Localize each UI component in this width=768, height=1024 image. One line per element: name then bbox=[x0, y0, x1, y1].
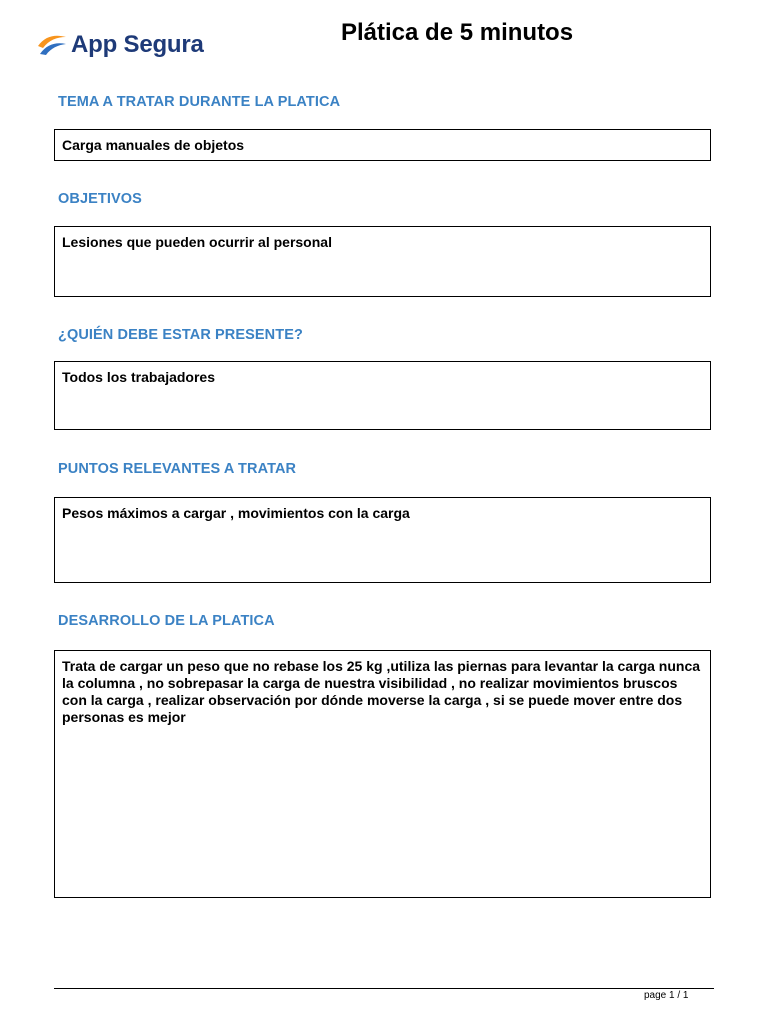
brand-name: App Segura bbox=[71, 31, 204, 58]
field-objetivos: Lesiones que pueden ocurrir al personal bbox=[54, 226, 711, 297]
section-heading-tema: TEMA A TRATAR DURANTE LA PLATICA bbox=[58, 94, 341, 110]
field-puntos: Pesos máximos a cargar , movimientos con la carga bbox=[54, 497, 711, 583]
swoosh-logo-icon bbox=[37, 34, 67, 56]
section-heading-desarrollo: DESARROLLO DE LA PLATICA bbox=[58, 613, 275, 629]
page-number: page 1 / 1 bbox=[644, 990, 689, 1001]
section-heading-puntos: PUNTOS RELEVANTES A TRATAR bbox=[58, 461, 297, 477]
field-desarrollo: Trata de cargar un peso que no rebase los 25 kg ,utiliza las piernas para levantar la carga nunca la columna , no sobrepasar la carga de nuestra visibilidad , no realizar movimientos bruscos con la carga , realizar observación por dónde moverse la carga , si se puede mover entre dos personas es mejor bbox=[54, 650, 711, 898]
section-heading-objetivos: OBJETIVOS bbox=[58, 191, 142, 207]
document-title: Plática de 5 minutos bbox=[341, 19, 574, 46]
field-presentes: Todos los trabajadores bbox=[54, 361, 711, 430]
field-tema: Carga manuales de objetos bbox=[54, 129, 711, 161]
footer-divider bbox=[54, 988, 714, 989]
brand-logo bbox=[37, 30, 204, 60]
section-heading-presentes: ¿QUIÉN DEBE ESTAR PRESENTE? bbox=[58, 327, 303, 343]
